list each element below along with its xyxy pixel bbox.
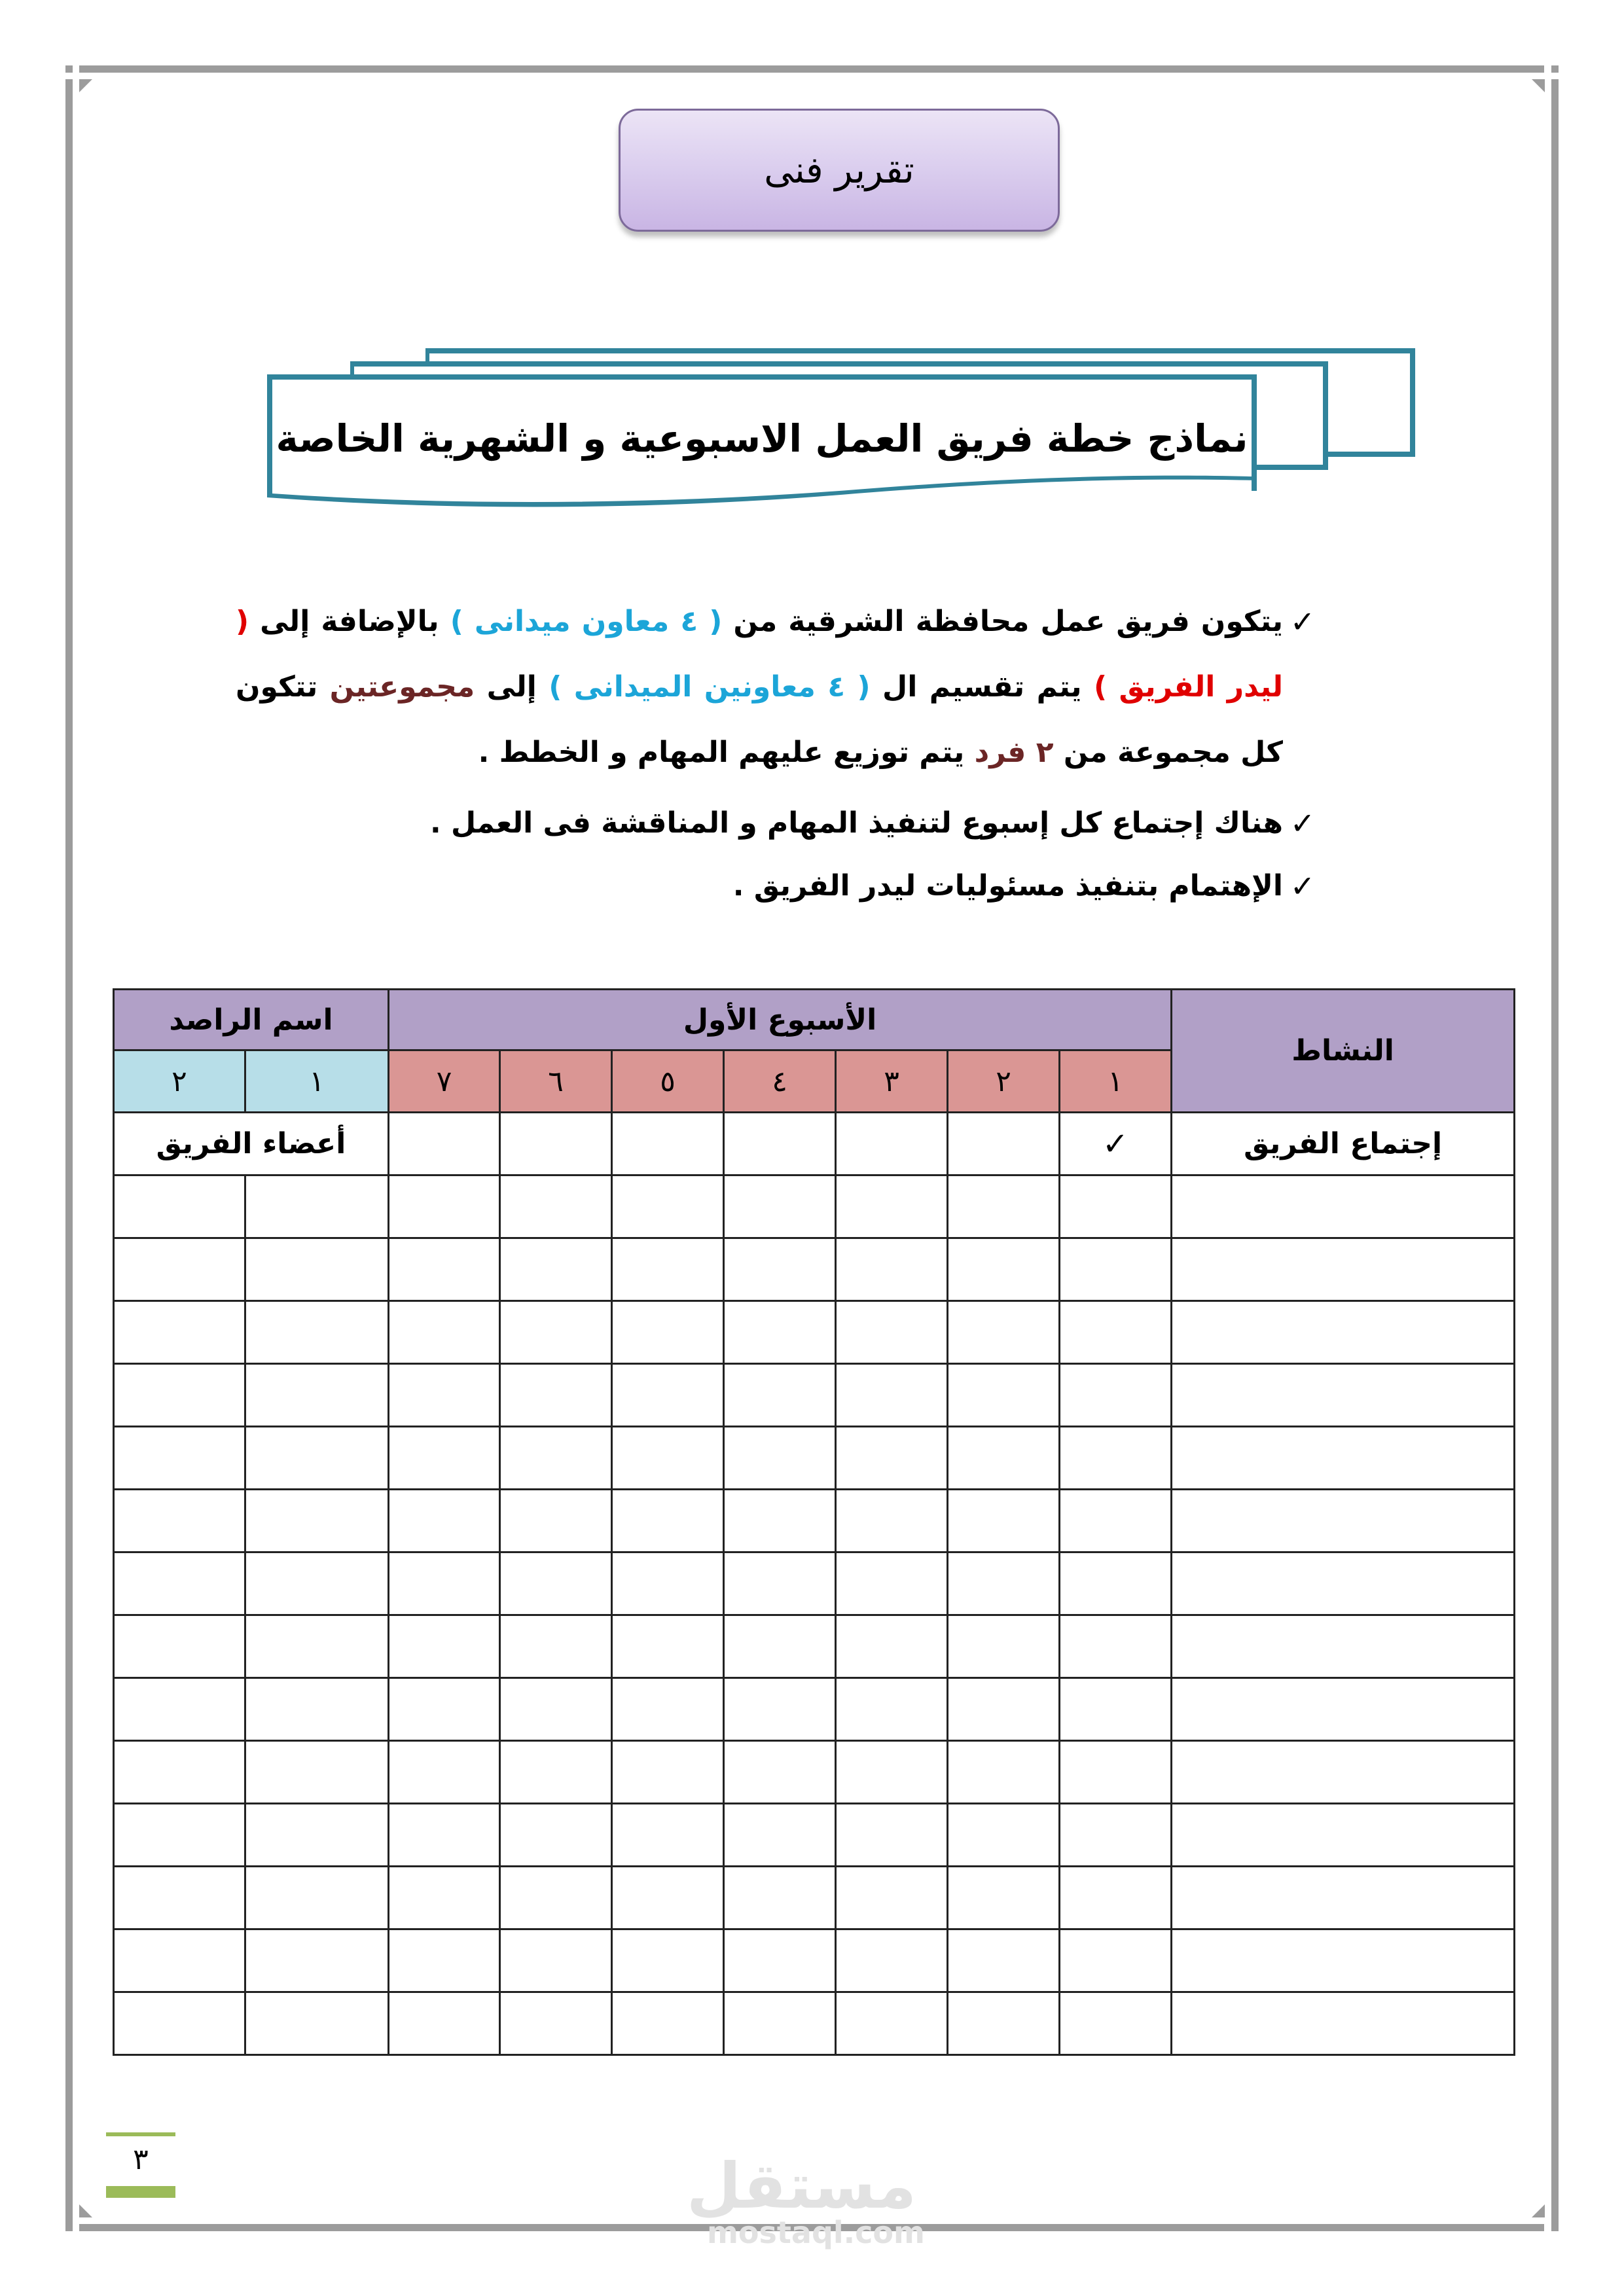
bullet-segment: يتكون فريق عمل محافظة الشرقية من — [722, 605, 1283, 638]
day-cell[interactable] — [500, 1992, 612, 2055]
day-cell[interactable] — [1060, 1427, 1172, 1490]
day-cell[interactable] — [836, 1992, 948, 2055]
page-border-right — [1551, 79, 1559, 2224]
day-cell[interactable] — [500, 1741, 612, 1804]
activity-cell[interactable] — [1172, 1929, 1515, 1992]
observer-cell[interactable] — [114, 1427, 245, 1490]
day-cell[interactable] — [836, 1678, 948, 1741]
day-cell[interactable] — [724, 1741, 836, 1804]
day-cell[interactable] — [1060, 1867, 1172, 1929]
day-cell[interactable] — [724, 1929, 836, 1992]
day-cell[interactable] — [389, 1804, 500, 1867]
table-row — [114, 1175, 1515, 1238]
bullet-segment-highlight: ( ليدر الفريق ) — [236, 605, 1283, 704]
observer-cell[interactable] — [114, 1929, 245, 1992]
day-cell[interactable] — [500, 1364, 612, 1427]
observer-cell[interactable] — [114, 1490, 245, 1552]
day-cell[interactable] — [500, 1867, 612, 1929]
activity-cell[interactable] — [1172, 1678, 1515, 1741]
activity-cell[interactable] — [1172, 1552, 1515, 1615]
border-corner-square — [1551, 2224, 1559, 2231]
day-cell[interactable] — [1060, 1552, 1172, 1615]
day-number-header: ١ — [1060, 1050, 1172, 1113]
observer-cell[interactable] — [114, 1552, 245, 1615]
day-cell[interactable] — [724, 1804, 836, 1867]
day-cell[interactable] — [1060, 1992, 1172, 2055]
observer-cell[interactable] — [114, 1992, 245, 2055]
day-cell[interactable] — [1060, 1929, 1172, 1992]
bullet-segment-highlight: ٢ فرد — [974, 736, 1054, 769]
activity-cell[interactable] — [1172, 1238, 1515, 1301]
day-cell[interactable] — [612, 1364, 724, 1427]
day-cell[interactable] — [500, 1678, 612, 1741]
activity-cell[interactable] — [1172, 1992, 1515, 2055]
day-cell[interactable] — [500, 1804, 612, 1867]
observer-cell[interactable] — [114, 1804, 245, 1867]
day-cell[interactable] — [948, 1804, 1060, 1867]
day-cell[interactable] — [612, 1678, 724, 1741]
day-cell[interactable] — [948, 1929, 1060, 1992]
observer-cell[interactable] — [245, 1804, 389, 1867]
border-corner-triangle — [79, 2204, 92, 2217]
day-cell[interactable] — [389, 1678, 500, 1741]
observer-cell[interactable] — [245, 1867, 389, 1929]
bullet-list — [236, 589, 1322, 918]
day-cell[interactable] — [389, 1175, 500, 1238]
section-title: نماذج خطة فريق العمل الاسبوعية و الشهرية الخاصة — [276, 416, 1248, 461]
check-icon: ✓ — [1290, 869, 1316, 904]
bullet-segment-highlight: ( ٤ معاون ميدانى ) — [450, 605, 723, 638]
day-cell[interactable] — [1060, 1678, 1172, 1741]
observer-cell[interactable] — [114, 1741, 245, 1804]
day-cell[interactable] — [612, 1238, 724, 1301]
week-header: الأسبوع الأول — [389, 990, 1172, 1050]
observer-number-header: ٢ — [114, 1050, 245, 1113]
observer-cell[interactable] — [245, 1301, 389, 1364]
table-row — [114, 1490, 1515, 1552]
day-cell[interactable] — [500, 1175, 612, 1238]
observer-cell[interactable] — [245, 1238, 389, 1301]
observer-cell[interactable] — [245, 1678, 389, 1741]
watermark-arabic: مستقل — [686, 2149, 916, 2223]
day-cell[interactable] — [948, 1741, 1060, 1804]
day-cell[interactable] — [500, 1615, 612, 1678]
day-cell[interactable] — [612, 1867, 724, 1929]
observer-number-header: ١ — [245, 1050, 389, 1113]
day-cell[interactable] — [389, 1929, 500, 1992]
border-corner-triangle — [79, 79, 92, 92]
day-cell[interactable] — [836, 1741, 948, 1804]
day-cell[interactable] — [389, 1427, 500, 1490]
day-number-header: ٧ — [389, 1050, 500, 1113]
table-row — [114, 1804, 1515, 1867]
border-corner-triangle — [1532, 79, 1545, 92]
observer-cell[interactable] — [245, 1490, 389, 1552]
day-cell[interactable] — [836, 1427, 948, 1490]
border-corner-square — [65, 65, 73, 73]
day-cell[interactable] — [724, 1615, 836, 1678]
day-cell[interactable] — [612, 1113, 724, 1175]
day-cell[interactable] — [948, 1615, 1060, 1678]
bullet-item — [236, 792, 1322, 855]
banner-wave-bottom — [267, 471, 1257, 511]
observer-cell[interactable] — [245, 1552, 389, 1615]
bullet-segment: يتم تقسيم ال — [870, 670, 1094, 704]
day-cell[interactable] — [389, 1113, 500, 1175]
day-cell[interactable] — [836, 1804, 948, 1867]
day-cell[interactable] — [724, 1992, 836, 2055]
activity-cell[interactable] — [1172, 1615, 1515, 1678]
day-cell[interactable] — [500, 1301, 612, 1364]
table-row — [114, 1427, 1515, 1490]
day-cell[interactable] — [612, 1741, 724, 1804]
activity-cell[interactable]: إجتماع الفريق — [1172, 1113, 1515, 1175]
day-cell[interactable] — [948, 1238, 1060, 1301]
activity-cell[interactable] — [1172, 1490, 1515, 1552]
day-cell[interactable] — [389, 1552, 500, 1615]
activity-header: النشاط — [1172, 990, 1515, 1113]
day-cell[interactable] — [1060, 1364, 1172, 1427]
bullet-item — [236, 589, 1322, 785]
day-cell[interactable] — [500, 1238, 612, 1301]
observer-cell[interactable]: أعضاء الفريق — [114, 1113, 389, 1175]
observer-cell[interactable] — [114, 1238, 245, 1301]
day-cell[interactable] — [836, 1175, 948, 1238]
day-cell[interactable] — [836, 1364, 948, 1427]
border-corner-square — [65, 2224, 73, 2231]
day-cell[interactable] — [1060, 1175, 1172, 1238]
day-cell[interactable] — [948, 1364, 1060, 1427]
day-cell[interactable] — [1060, 1741, 1172, 1804]
bullet-item — [236, 855, 1322, 918]
day-cell[interactable] — [948, 1678, 1060, 1741]
day-cell[interactable] — [724, 1552, 836, 1615]
activity-cell[interactable] — [1172, 1804, 1515, 1867]
day-cell[interactable] — [389, 1615, 500, 1678]
day-cell[interactable] — [1060, 1490, 1172, 1552]
check-icon: ✓ — [1290, 604, 1316, 639]
day-cell[interactable] — [948, 1175, 1060, 1238]
observer-cell[interactable] — [114, 1867, 245, 1929]
table-row — [114, 1929, 1515, 1992]
day-cell[interactable] — [948, 1992, 1060, 2055]
page-border-top — [79, 65, 1544, 73]
observer-name-header: اسم الراصد — [114, 990, 389, 1050]
day-cell[interactable] — [612, 1552, 724, 1615]
report-title-box — [619, 109, 1060, 232]
report-title: تقرير فنى — [764, 149, 914, 192]
table-row — [114, 1301, 1515, 1364]
observer-cell[interactable] — [245, 1929, 389, 1992]
activity-cell[interactable] — [1172, 1175, 1515, 1238]
day-cell[interactable] — [389, 1741, 500, 1804]
day-cell[interactable]: ✓ — [1060, 1113, 1172, 1175]
observer-cell[interactable] — [114, 1364, 245, 1427]
day-cell[interactable] — [836, 1238, 948, 1301]
day-cell[interactable] — [612, 1301, 724, 1364]
day-cell[interactable] — [948, 1113, 1060, 1175]
day-number-header: ٦ — [500, 1050, 612, 1113]
table-row — [114, 1678, 1515, 1741]
observer-cell[interactable] — [245, 1992, 389, 2055]
day-cell[interactable] — [612, 1929, 724, 1992]
table-row — [114, 1113, 1515, 1175]
observer-cell[interactable] — [245, 1741, 389, 1804]
day-cell[interactable] — [836, 1867, 948, 1929]
day-cell[interactable] — [389, 1867, 500, 1929]
table-row — [114, 1867, 1515, 1929]
day-cell[interactable] — [500, 1427, 612, 1490]
day-cell[interactable] — [389, 1992, 500, 2055]
table-row — [114, 1552, 1515, 1615]
table-row — [114, 1992, 1515, 2055]
observer-cell[interactable] — [245, 1175, 389, 1238]
day-cell[interactable] — [724, 1238, 836, 1301]
day-cell[interactable] — [612, 1490, 724, 1552]
day-cell[interactable] — [612, 1804, 724, 1867]
day-cell[interactable] — [1060, 1804, 1172, 1867]
day-cell[interactable] — [724, 1427, 836, 1490]
observer-cell[interactable] — [114, 1615, 245, 1678]
bullet-segment: بالإضافة إلى — [249, 605, 450, 638]
day-cell[interactable] — [724, 1867, 836, 1929]
day-cell[interactable] — [389, 1364, 500, 1427]
bullet-segment: تتكون كل مجموعة من — [236, 670, 1283, 769]
watermark-logo — [686, 2149, 925, 2250]
table-row — [114, 1364, 1515, 1427]
day-cell[interactable] — [948, 1867, 1060, 1929]
day-cell[interactable] — [612, 1175, 724, 1238]
table-row — [114, 1615, 1515, 1678]
bullet-segment-highlight: مجموعتين — [329, 670, 475, 704]
day-cell[interactable] — [948, 1552, 1060, 1615]
page-border-left — [65, 79, 73, 2224]
day-number-header: ٣ — [836, 1050, 948, 1113]
day-cell[interactable] — [1060, 1301, 1172, 1364]
day-cell[interactable] — [612, 1427, 724, 1490]
day-number-header: ٤ — [724, 1050, 836, 1113]
day-cell[interactable] — [612, 1615, 724, 1678]
day-cell[interactable] — [724, 1364, 836, 1427]
day-cell[interactable] — [724, 1113, 836, 1175]
day-cell[interactable] — [500, 1552, 612, 1615]
day-cell[interactable] — [724, 1490, 836, 1552]
activity-cell[interactable] — [1172, 1364, 1515, 1427]
activity-cell[interactable] — [1172, 1741, 1515, 1804]
day-cell[interactable] — [500, 1929, 612, 1992]
bullet-segment-highlight: ( ٤ معاونين الميدانى ) — [549, 670, 871, 704]
day-cell[interactable] — [389, 1238, 500, 1301]
observer-cell[interactable] — [114, 1175, 245, 1238]
bullet-text: الإهتمام بتنفيذ مسئوليات ليدر الفريق . — [732, 869, 1283, 903]
border-corner-square — [1551, 65, 1559, 73]
day-cell[interactable] — [1060, 1615, 1172, 1678]
day-cell[interactable] — [948, 1427, 1060, 1490]
day-cell[interactable] — [836, 1929, 948, 1992]
check-icon: ✓ — [1290, 806, 1316, 841]
bullet-text: هناك إجتماع كل إسبوع لتنفيذ المهام و المناقشة فى العمل . — [429, 806, 1283, 840]
day-cell[interactable] — [1060, 1238, 1172, 1301]
day-cell[interactable] — [836, 1490, 948, 1552]
day-cell[interactable] — [500, 1490, 612, 1552]
day-cell[interactable] — [724, 1175, 836, 1238]
day-cell[interactable] — [612, 1992, 724, 2055]
table-row — [114, 1238, 1515, 1301]
border-corner-triangle — [1532, 2204, 1545, 2217]
page-number: ٣ — [133, 2143, 149, 2176]
day-cell[interactable] — [500, 1113, 612, 1175]
day-cell[interactable] — [836, 1301, 948, 1364]
observer-cell[interactable] — [114, 1678, 245, 1741]
weekly-plan-table — [113, 988, 1515, 2056]
day-cell[interactable] — [836, 1552, 948, 1615]
day-cell[interactable] — [836, 1615, 948, 1678]
bullet-segment: يتم توزيع عليهم المهام و الخطط . — [478, 736, 975, 769]
day-cell[interactable] — [836, 1113, 948, 1175]
day-cell[interactable] — [389, 1301, 500, 1364]
observer-cell[interactable] — [245, 1427, 389, 1490]
watermark-latin: mostaql.com — [707, 2215, 925, 2250]
day-cell[interactable] — [948, 1301, 1060, 1364]
activity-cell[interactable] — [1172, 1301, 1515, 1364]
observer-cell[interactable] — [114, 1301, 245, 1364]
table-row — [114, 1741, 1515, 1804]
activity-cell[interactable] — [1172, 1867, 1515, 1929]
day-cell[interactable] — [389, 1490, 500, 1552]
page-number-bar-bottom — [106, 2186, 175, 2198]
bullet-segment: إلى — [475, 670, 549, 704]
day-number-header: ٥ — [612, 1050, 724, 1113]
table-header-row — [114, 990, 1515, 1050]
bullet-text — [236, 589, 1283, 785]
activity-cell[interactable] — [1172, 1427, 1515, 1490]
day-cell[interactable] — [724, 1301, 836, 1364]
observer-cell[interactable] — [245, 1364, 389, 1427]
observer-cell[interactable] — [245, 1615, 389, 1678]
day-cell[interactable] — [724, 1678, 836, 1741]
day-cell[interactable] — [948, 1490, 1060, 1552]
day-number-header: ٢ — [948, 1050, 1060, 1113]
